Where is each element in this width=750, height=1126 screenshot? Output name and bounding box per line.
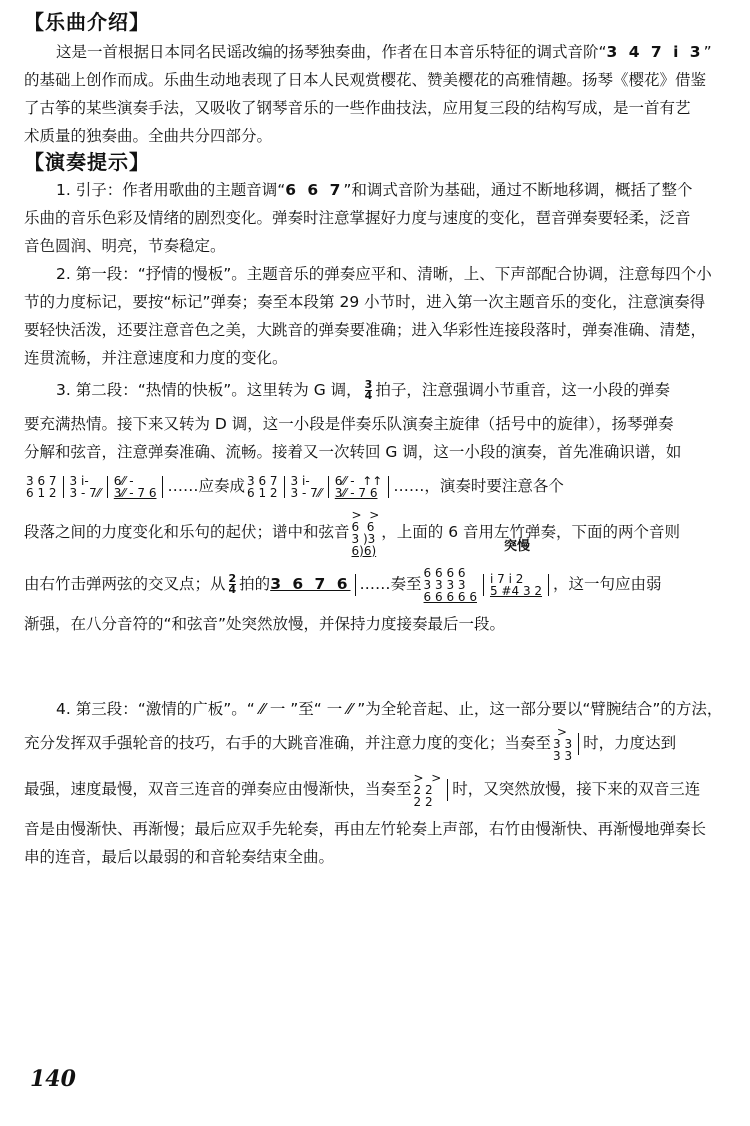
tips-paragraph-1: 1. 引子：作者用歌曲的主题音调“6 6 7”和调式音阶为基础，通过不断地移调，概括了整个 乐曲的音乐色彩及情绪的剧烈变化。弹奏时注意掌握好力度与速度的变化，琶音弹奏要轻柔，泛音 音色圆润、明亮，节奏稳定。 <box>24 181 693 255</box>
barline <box>107 476 108 498</box>
time-signature-3-4: $\frac{3}{4}$ <box>364 378 373 402</box>
score-fragment-1: 3 6 7 6 1 2 <box>26 473 57 500</box>
intro-line-1: 这是一首根据日本同名民谣改编的扬琴独奏曲，作者在日本音乐特征的调式音阶“3 4 7 i 3” <box>56 43 712 61</box>
barline <box>162 476 163 498</box>
score-fragment-8: i 7 i 2 5 #4 3 2 <box>489 571 543 598</box>
tempo-mark: 突慢 <box>504 539 531 554</box>
barline <box>355 574 356 596</box>
barline <box>328 476 329 498</box>
barline <box>548 574 549 596</box>
barline <box>284 476 285 498</box>
chord-fragment-1: > 3 3 3 3 <box>553 724 573 763</box>
chord-notation: > > 6 6 3 )3 6)6) <box>351 507 380 558</box>
score-fragment-3: 6⁄⁄ - 3⁄⁄ - 7 6 <box>113 473 157 500</box>
page-number: 140 <box>30 1066 76 1092</box>
barline <box>578 733 579 755</box>
tips-paragraph-3: 3. 第二段：“热情的快板”。这里转为 G 调， $\frac{3}{4}$ 拍子，注意强调小节重音，这一小段的弹奏 要充满热情。接下来又转为 D 调，这一小段是伴奏乐队演奏主旋律（括号中的旋律），扬琴弹奏 分解和弦音，注意弹奏准确、流畅。接着又一次转回 G 调，这一小段的演奏，首先准确识谱，如 3 6 7 6 1 2 3 i- 3 - 7⁄⁄ 6⁄⁄ - 3⁄⁄ - 7 6 ……应奏成 3 6 7 6 1 2 3 i- 3 - 7⁄⁄ 6⁄⁄ - ↑↑ 3⁄⁄ - 7 6 ……，演奏时要注意各个 段落之间的力度变化和乐句的起伏；谱中和弦音 > > 6 6 3 )3 6)6) ，上面的 6 音用左竹弹奏，下面的两个音则 突慢 由右竹击弹两弦的交叉点；从 $\frac{2}{4}$ 拍的3 6 7 6 ……奏至 6 6 6 6 3 3 3 3 6 6 6 6 6 i 7 i 2 5 #4 3 2 ，这一句应由弱 渐强，在八分音符的“和弦音”处突然放慢，并保持力度接奏最后一段。 <box>24 370 726 638</box>
tips-paragraph-2: 2. 第一段：“抒情的慢板”。主题音乐的弹奏应平和、清晰，上、下声部配合协调，注意每四个小 节的力度标记，要按“标记”弹奏；奏至本段第 29 小节时，进入第一次主题音乐的变化，注意演奏得 要轻快活泼，还要注意音色之美，大跳音的弹奏要准确；进入华彩性连接段落时，弹奏准确、清楚， 连贯流畅，并注意速度和力度的变化。 <box>24 265 712 367</box>
time-signature-2-4: $\frac{2}{4}$ <box>228 572 237 596</box>
score-fragment-2: 3 i- 3 - 7⁄⁄ <box>69 473 101 500</box>
tips-heading: 【演奏提示】 <box>24 150 150 174</box>
score-fragment-5: 3 i- 3 - 7⁄⁄ <box>290 473 322 500</box>
intro-line-4: 术质量的独奏曲。全曲共分四部分。 <box>24 127 273 145</box>
chord-fragment-2: > > 2 2 2 2 <box>413 770 442 809</box>
notation-line: 3 6 7 6 1 2 3 i- 3 - 7⁄⁄ 6⁄⁄ - 3⁄⁄ - 7 6 ……应奏成 3 6 7 6 1 2 3 i- 3 - 7⁄⁄ 6⁄⁄ - ↑↑ 3⁄⁄ - 7 6 ……，演奏时要注意各个 <box>26 473 564 500</box>
tips-paragraph-4: 4. 第三段：“激情的广板”。“ ⁄⁄ 一 ”至“ 一 ⁄⁄ ”为全轮音起、止，这一部分要以“臂腕结合”的方法， 充分发挥双手强轮音的技巧，右手的大跳音准确，并注意力度的变化；当奏至 > 3 3 3 3 时，力度达到 最强，速度最慢，双音三连音的弹奏应由慢渐快，当奏至 > > 2 2 2 2 时，又突然放慢，接下来的双音三连 音是由慢渐快、再渐慢；最后应双手先轮奏，再由左竹轮奏上声部，右竹由慢渐快、再渐慢地弹奏长 串的连音，最后以最弱的和音轮奏结束全曲。 <box>24 700 723 866</box>
barline <box>388 476 389 498</box>
barline <box>483 574 484 596</box>
intro-heading: 【乐曲介绍】 <box>24 10 150 34</box>
score-fragment-6: 6⁄⁄ - ↑↑ 3⁄⁄ - 7 6 <box>334 473 383 500</box>
scale-notation: 3 4 7 i 3 <box>606 43 704 61</box>
score-fragment-7: 6 6 6 6 3 3 3 3 6 6 6 6 6 <box>423 565 477 604</box>
intro-line-2: 的基础上创作而成。乐曲生动地表现了日本人民观赏樱花、赞美樱花的高雅情趣。扬琴《樱花》借鉴 <box>24 71 707 89</box>
score-fragment-4: 3 6 7 6 1 2 <box>247 473 278 500</box>
barline <box>63 476 64 498</box>
barline <box>447 779 448 801</box>
intro-paragraph <box>24 38 726 150</box>
motif-notation: 6 6 7 <box>285 181 344 199</box>
notes-3676: 3 6 7 6 <box>270 575 351 593</box>
intro-line-3: 了古筝的某些演奏手法，又吸收了钢琴音乐的一些作曲技法，应用复三段的结构写成，是一首有艺 <box>24 99 691 117</box>
